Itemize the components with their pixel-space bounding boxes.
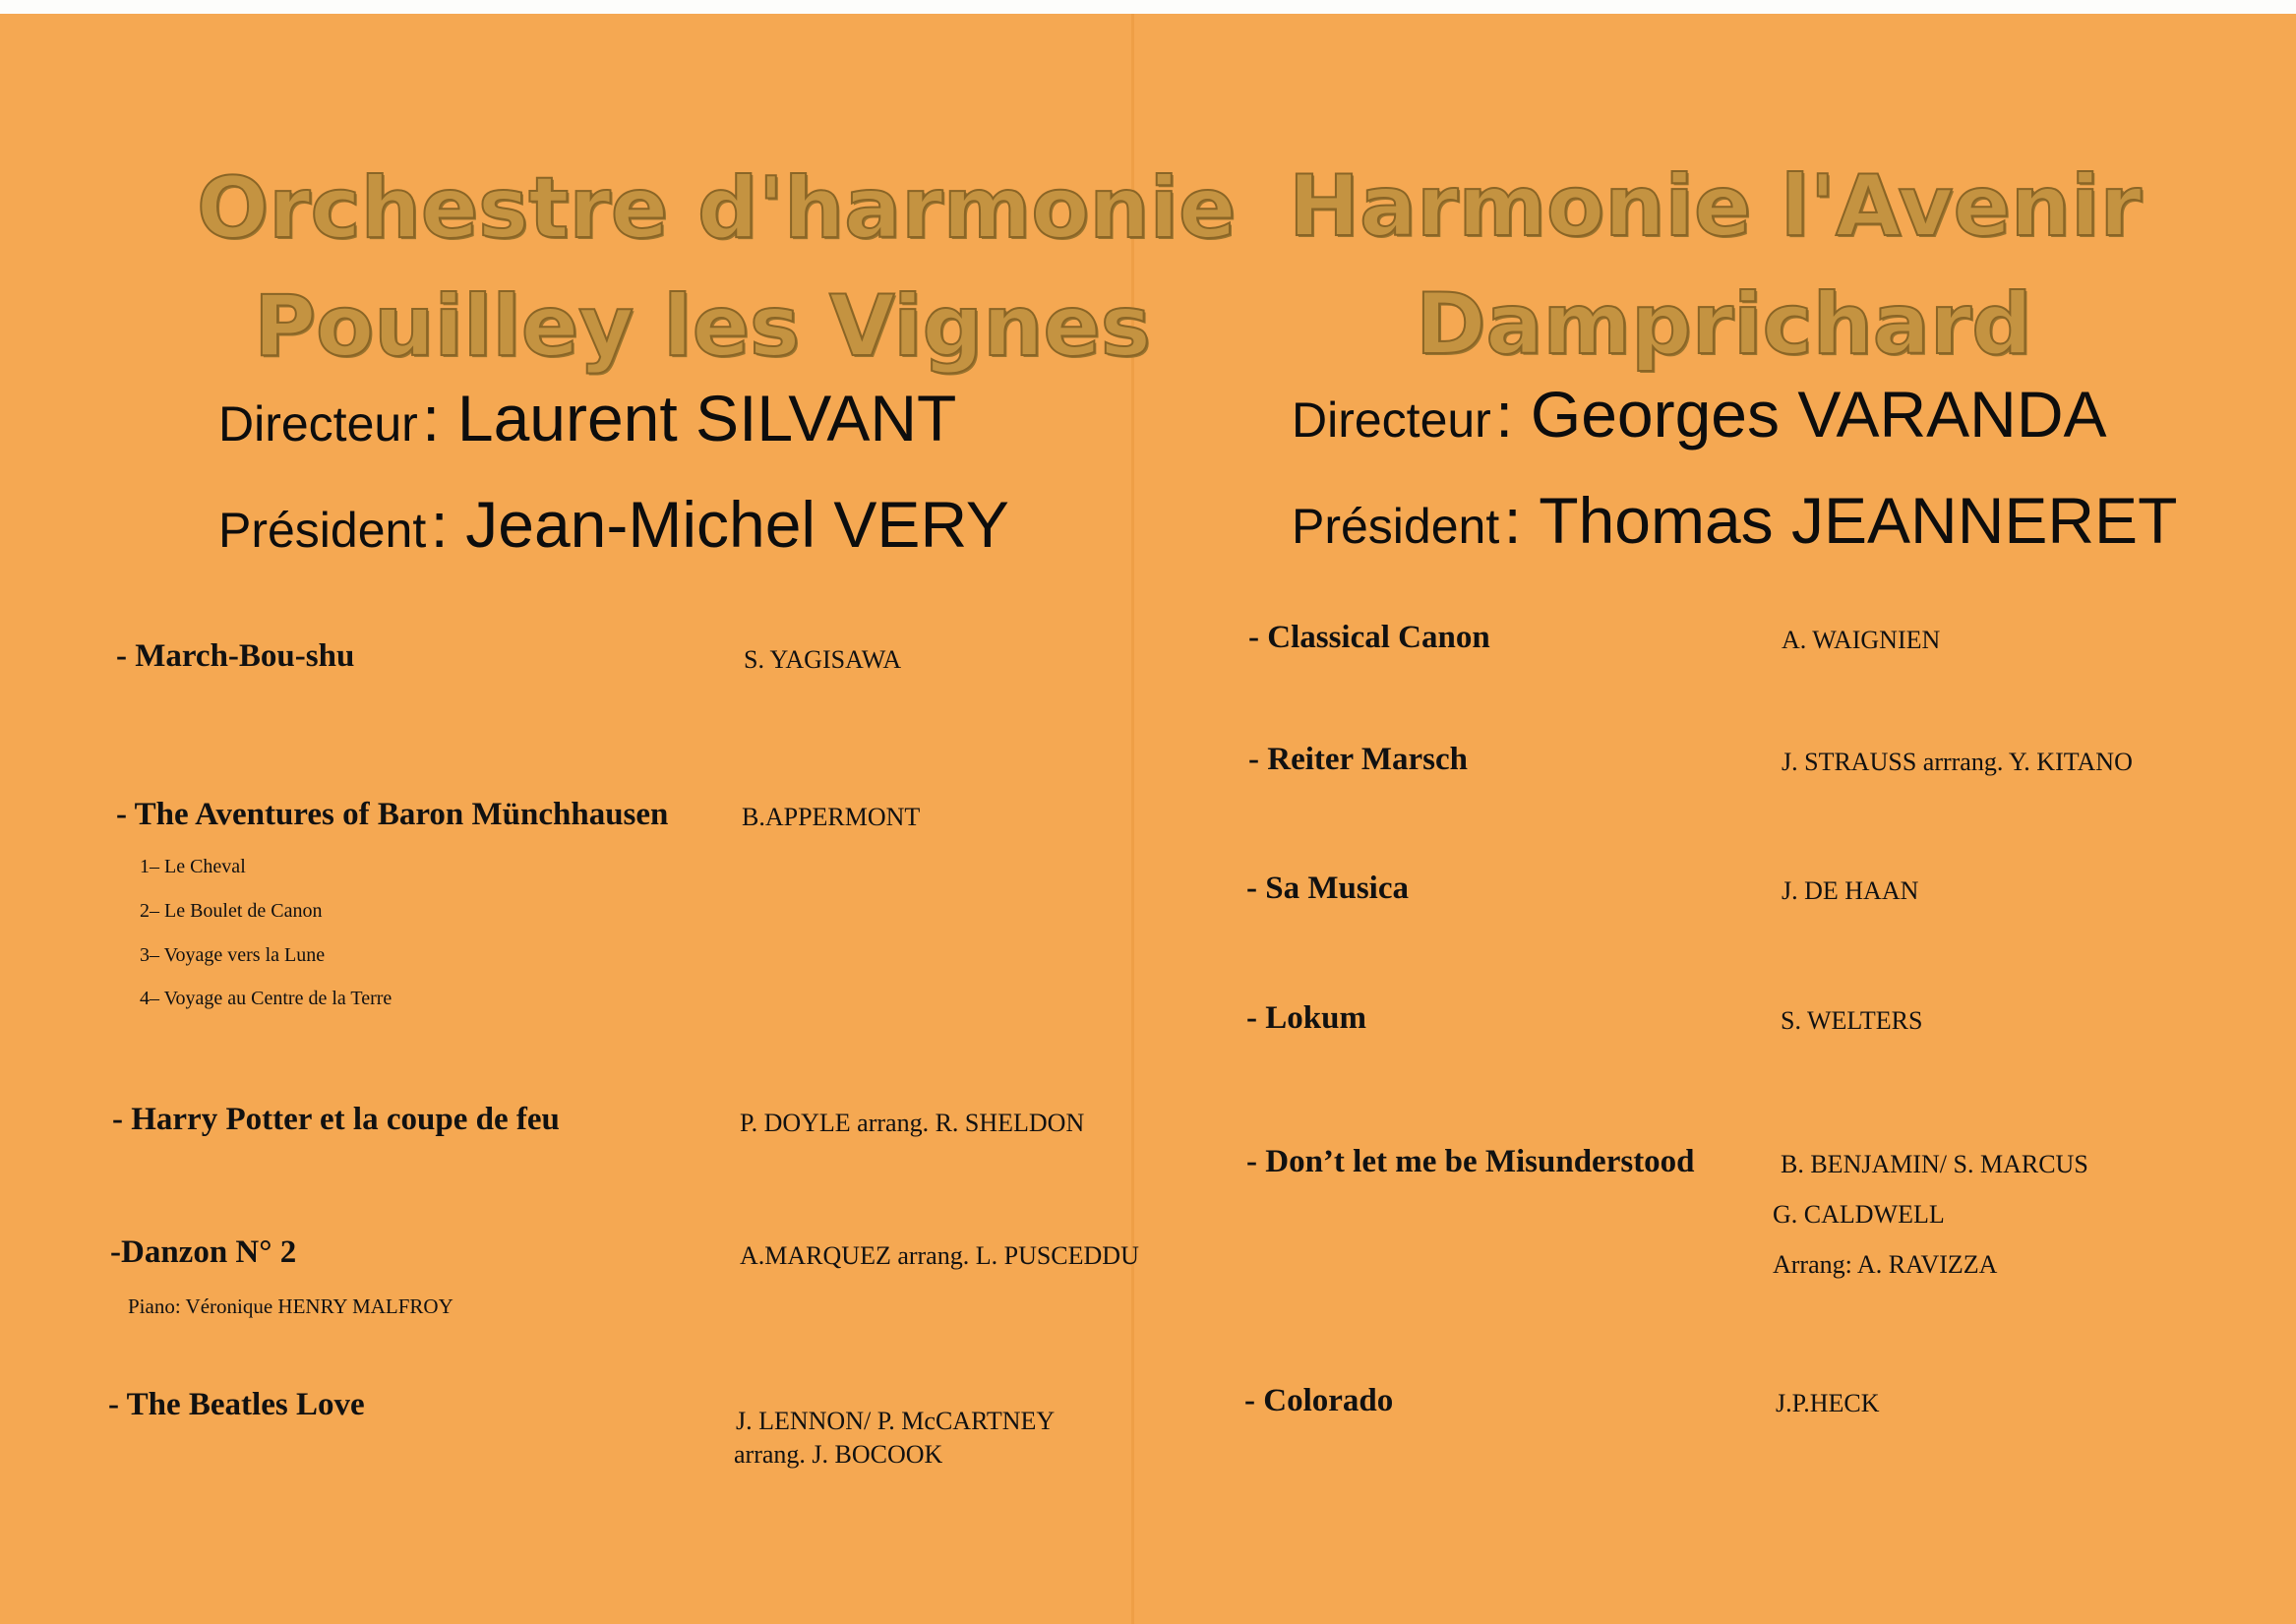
left-piece-2-title: - The Aventures of Baron Münchhausen bbox=[116, 797, 669, 832]
left-title-line2: Pouilley les Vignes bbox=[254, 277, 1151, 376]
right-panel bbox=[1134, 14, 2296, 1624]
left-piece-4-title: -Danzon N° 2 bbox=[110, 1234, 297, 1270]
left-piece-4-composer: A.MARQUEZ arrang. L. PUSCEDDU bbox=[740, 1241, 1139, 1270]
right-piece-2-composer: J. STRAUSS arrrang. Y. KITANO bbox=[1782, 748, 2133, 776]
director-role: Directeur bbox=[1292, 392, 1491, 448]
president-role: Président bbox=[1292, 499, 1500, 554]
left-piece-1-title: - March-Bou-shu bbox=[116, 638, 355, 674]
left-piece-2-movement-4: 4– Voyage au Centre de la Terre bbox=[140, 988, 393, 1009]
left-title-line1: Orchestre d'harmonie bbox=[197, 159, 1237, 258]
right-title-line1: Harmonie l'Avenir bbox=[1289, 157, 2142, 256]
right-piece-2-title: - Reiter Marsch bbox=[1248, 742, 1468, 777]
president-name: Jean-Michel VERY bbox=[465, 488, 1009, 561]
right-director bbox=[1292, 380, 2107, 467]
colon: : bbox=[430, 490, 466, 561]
left-director bbox=[218, 384, 956, 471]
director-name: Georges VARANDA bbox=[1530, 378, 2107, 451]
right-president bbox=[1292, 486, 2177, 573]
right-piece-6-composer: J.P.HECK bbox=[1776, 1389, 1880, 1417]
right-piece-5-composer-2: G. CALDWELL bbox=[1773, 1200, 1945, 1229]
president-role: Président bbox=[218, 503, 427, 558]
director-role: Directeur bbox=[218, 396, 418, 451]
left-piece-5-arranger: arrang. J. BOCOOK bbox=[734, 1440, 943, 1469]
left-piece-2-movement-2: 2– Le Boulet de Canon bbox=[140, 900, 323, 922]
right-piece-5-composer: B. BENJAMIN/ S. MARCUS bbox=[1781, 1150, 2088, 1178]
president-name: Thomas JEANNERET bbox=[1539, 484, 2178, 557]
right-piece-4-composer: S. WELTERS bbox=[1781, 1006, 1923, 1035]
left-piece-2-composer: B.APPERMONT bbox=[742, 803, 921, 831]
right-piece-3-title: - Sa Musica bbox=[1246, 871, 1409, 906]
right-piece-5-arranger: Arrang: A. RAVIZZA bbox=[1773, 1250, 1998, 1279]
left-piece-3-title: - Harry Potter et la coupe de feu bbox=[112, 1102, 560, 1137]
colon: : bbox=[422, 384, 457, 454]
left-piece-5-title: - The Beatles Love bbox=[108, 1387, 365, 1422]
right-piece-5-title: - Don’t let me be Misunderstood bbox=[1246, 1144, 1695, 1179]
left-piece-5-composer: J. LENNON/ P. McCARTNEY bbox=[736, 1407, 1056, 1435]
left-piece-4-note: Piano: Véronique HENRY MALFROY bbox=[128, 1294, 453, 1318]
right-piece-1-title: - Classical Canon bbox=[1248, 620, 1490, 655]
colon: : bbox=[1503, 486, 1540, 557]
left-piece-2-movement-3: 3– Voyage vers la Lune bbox=[140, 944, 326, 966]
scan-top-edge bbox=[0, 0, 2296, 14]
right-piece-3-composer: J. DE HAAN bbox=[1782, 876, 1919, 905]
left-panel bbox=[0, 14, 1237, 1624]
left-president bbox=[218, 490, 1009, 577]
right-piece-4-title: - Lokum bbox=[1246, 1000, 1366, 1036]
right-title-line2: Damprichard bbox=[1416, 275, 2032, 374]
right-piece-1-composer: A. WAIGNIEN bbox=[1782, 626, 1941, 654]
left-piece-2-movement-1: 1– Le Cheval bbox=[140, 856, 246, 877]
left-piece-1-composer: S. YAGISAWA bbox=[744, 645, 902, 674]
right-piece-6-title: - Colorado bbox=[1244, 1383, 1394, 1418]
director-name: Laurent SILVANT bbox=[456, 382, 957, 454]
left-piece-3-composer: P. DOYLE arrang. R. SHELDON bbox=[740, 1109, 1085, 1137]
colon: : bbox=[1495, 380, 1531, 451]
